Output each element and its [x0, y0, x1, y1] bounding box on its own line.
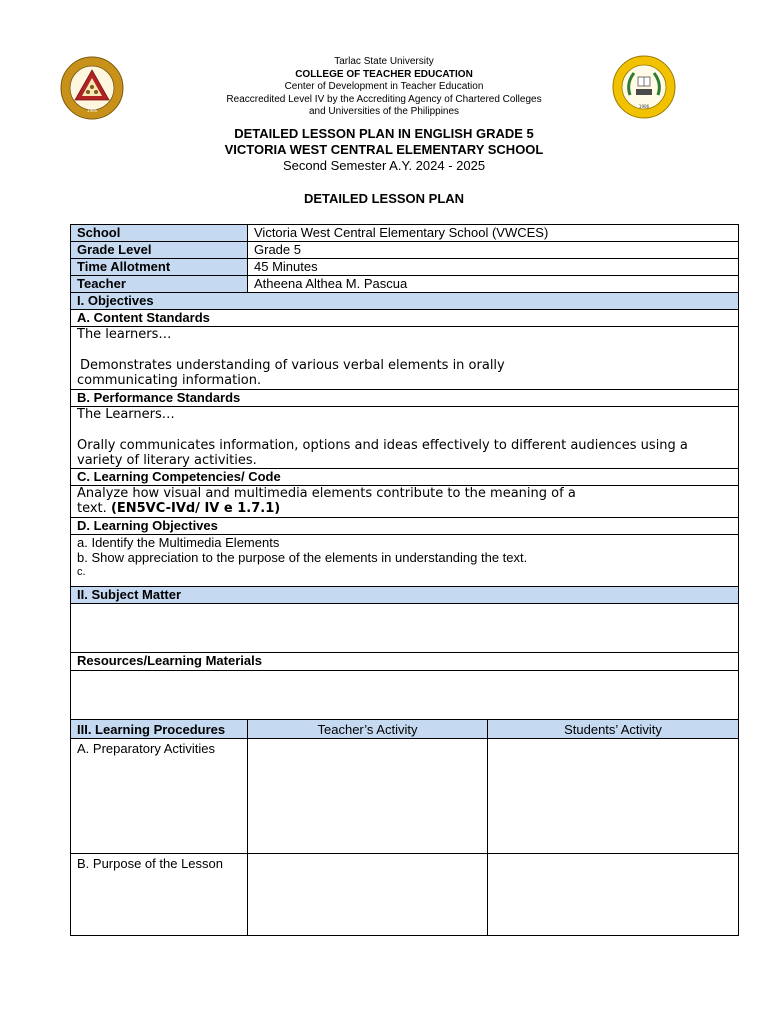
competencies-text-prefix: text.: [77, 501, 107, 516]
institution-header: [0, 56, 768, 119]
school-row: [71, 225, 739, 242]
content-standards-intro: The learners…: [77, 327, 172, 342]
teacher-row: [71, 276, 739, 293]
performance-heading-row: [71, 390, 739, 407]
purpose-label: B. Purpose of the Lesson: [71, 854, 248, 936]
subject-matter-body: [71, 604, 739, 653]
procedures-heading: III. Learning Procedures: [71, 720, 248, 739]
purpose-teacher-cell: [248, 854, 488, 936]
center-line: Center of Development in Teacher Education: [284, 81, 484, 92]
objectives-heading-row: [71, 293, 739, 310]
content-standards-body-row: [71, 327, 739, 390]
competencies-heading: C. Learning Competencies/ Code: [71, 469, 739, 486]
svg-text:1906: 1906: [638, 104, 650, 109]
plan-title: DETAILED LESSON PLAN: [303, 191, 465, 206]
learning-objectives-body-row: [71, 535, 739, 587]
school-value: Victoria West Central Elementary School (VWCES): [248, 225, 739, 242]
lesson-plan-table: [70, 224, 739, 936]
content-standards-heading-row: [71, 310, 739, 327]
content-standards-text-1: Demonstrates understanding of various verbal elements in orally: [80, 358, 505, 373]
objective-c: c.: [77, 566, 86, 578]
purpose-row: [71, 854, 739, 936]
resources-heading: Resources/Learning Materials: [71, 653, 739, 671]
learning-objectives-body: [71, 535, 739, 587]
subject-matter-heading: II. Subject Matter: [71, 587, 739, 604]
grade-value: Grade 5: [248, 242, 739, 259]
competencies-body-row: [71, 486, 739, 518]
competency-code: (EN5VC-IVd/ IV e 1.7.1): [110, 501, 281, 516]
school-title: VICTORIA WEST CENTRAL ELEMENTARY SCHOOL: [224, 142, 544, 157]
objective-b: b. Show appreciation to the purpose of the elements in understanding the text.: [77, 550, 528, 565]
learning-objectives-heading: D. Learning Objectives: [71, 518, 739, 535]
competencies-text-2: [77, 501, 732, 516]
grade-row: [71, 242, 739, 259]
performance-standards-heading: B. Performance Standards: [71, 390, 739, 407]
accreditation-line-2: and Universities of the Philippines: [308, 106, 460, 117]
semester-line: Second Semester A.Y. 2024 - 2025: [282, 158, 486, 173]
teacher-activity-header: Teacher’s Activity: [248, 720, 488, 739]
teacher-label: Teacher: [71, 276, 248, 293]
grade-label: Grade Level: [71, 242, 248, 259]
subject-matter-body-row: [71, 604, 739, 653]
college-name: COLLEGE OF TEACHER EDUCATION: [295, 68, 473, 80]
purpose-students-cell: [488, 854, 739, 936]
preparatory-students-cell: [488, 739, 739, 854]
performance-standards-body: [71, 407, 739, 469]
time-row: [71, 259, 739, 276]
accreditation-line-1: Reaccredited Level IV by the Accrediting Agency of Chartered Colleges: [226, 93, 542, 105]
resources-heading-row: [71, 653, 739, 671]
procedures-heading-row: [71, 720, 739, 739]
competencies-text-1: Analyze how visual and multimedia elements contribute to the meaning of a: [77, 486, 576, 501]
students-activity-header: Students’ Activity: [488, 720, 739, 739]
content-standards-text-2: communicating information.: [77, 373, 262, 388]
subject-matter-heading-row: [71, 587, 739, 604]
resources-body-row: [71, 671, 739, 720]
objective-a: a. Identify the Multimedia Elements: [77, 535, 280, 550]
svg-text:1906: 1906: [86, 108, 98, 113]
teacher-value: Atheena Althea M. Pascua: [248, 276, 739, 293]
learning-objectives-heading-row: [71, 518, 739, 535]
time-label: Time Allotment: [71, 259, 248, 276]
content-standards-body: [71, 327, 739, 390]
university-name: Tarlac State University: [334, 56, 434, 67]
document-title: DETAILED LESSON PLAN IN ENGLISH GRADE 5: [234, 126, 534, 141]
school-label: School: [71, 225, 248, 242]
content-standards-heading: A. Content Standards: [71, 310, 739, 327]
objectives-heading: I. Objectives: [71, 293, 739, 310]
competencies-body: [71, 486, 739, 518]
performance-text: Orally communicates information, options and ideas effectively to different audiences using a variety of literary activities.: [77, 438, 688, 468]
time-value: 45 Minutes: [248, 259, 739, 276]
resources-body: [71, 671, 739, 720]
preparatory-activities-label: A. Preparatory Activities: [71, 739, 248, 854]
competencies-heading-row: [71, 469, 739, 486]
preparatory-teacher-cell: [248, 739, 488, 854]
performance-body-row: [71, 407, 739, 469]
preparatory-row: [71, 739, 739, 854]
performance-intro: The Learners…: [77, 407, 175, 422]
